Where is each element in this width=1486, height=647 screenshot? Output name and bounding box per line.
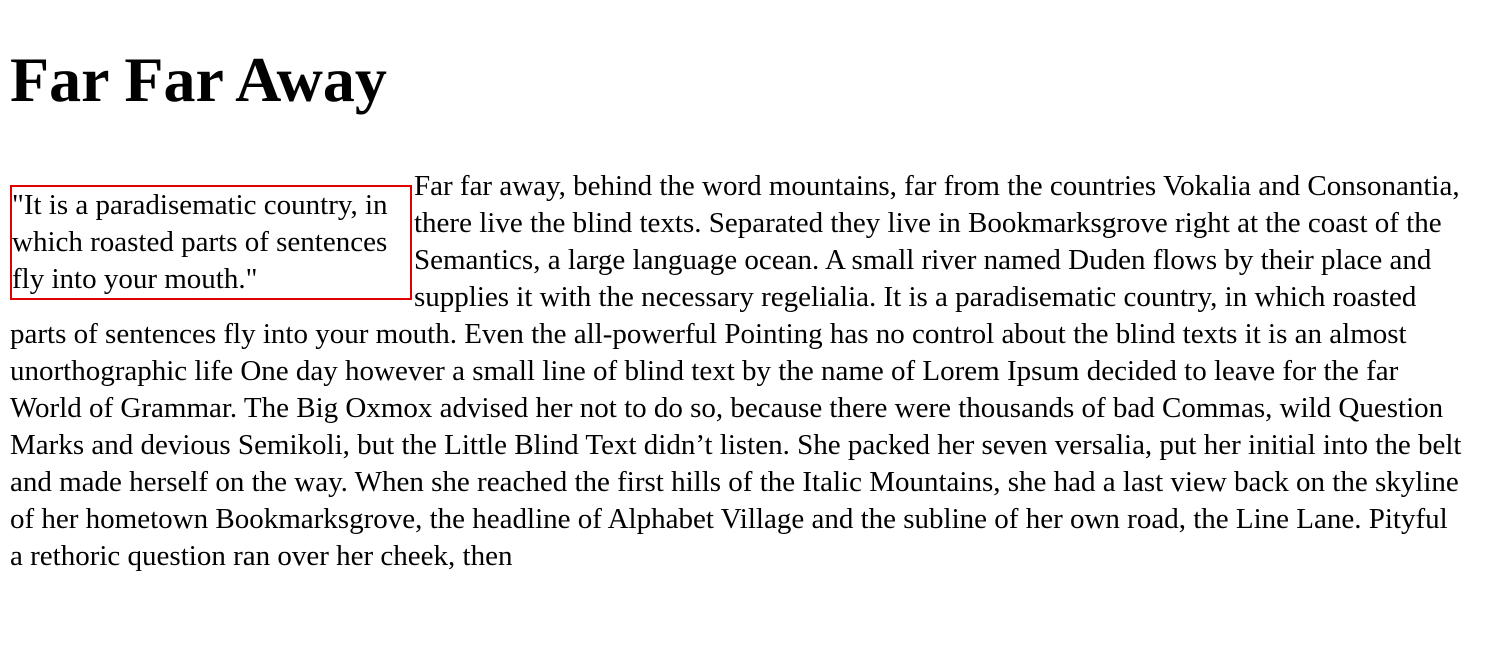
article-body: [10, 168, 1464, 575]
page-title: Far Far Away: [10, 44, 387, 115]
pull-quote: "It is a paradisematic country, in which roasted parts of sentences fly into your mouth.": [10, 185, 412, 300]
article-text: Far far away, behind the word mountains, far from the countries Vokalia and Consonantia, there live the blind texts. Separated they live in Bookmarksgrove right at the coast of the Semantics, a large language ocean. A small river named Duden flows by their place and supplies it with the necessary regelialia. It is a paradisematic country, in which roasted parts of sentences fly into your mouth. Even the all-powerful Pointing has no control about the blind texts it is an almost unorthographic life One day however a small line of blind text by the name of Lorem Ipsum decided to leave for the far World of Grammar. The Big Oxmox advised her not to do so, because there were thousands of bad Commas, wild Question Marks and devious Semikoli, but the Little Blind Text didn’t listen. She packed her seven versalia, put her initial into the belt and made herself on the way. When she reached the first hills of the Italic Mountains, she had a last view back on the skyline of her hometown Bookmarksgrove, the headline of Alphabet Village and the subline of her own road, the Line Lane. Pityful a rethoric question ran over her cheek, then: [10, 170, 1462, 572]
